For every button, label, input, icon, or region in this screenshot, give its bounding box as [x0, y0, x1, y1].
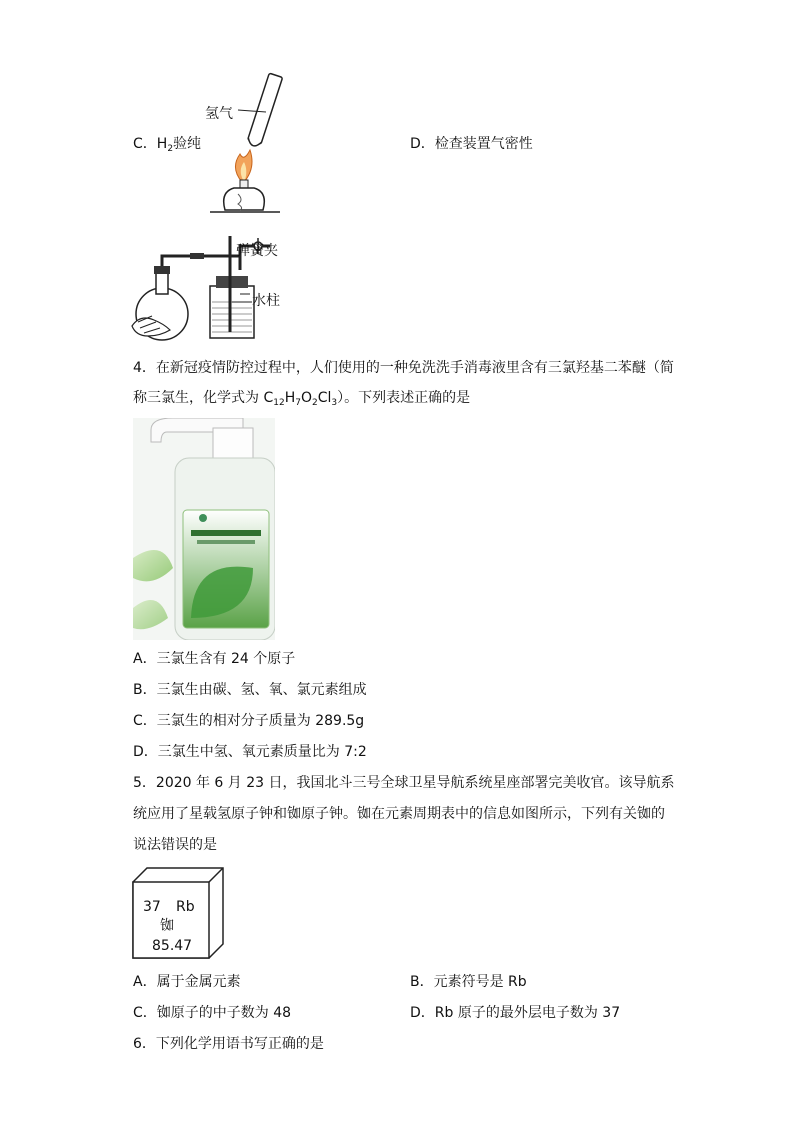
q5-option-a: A．属于金属元素	[133, 974, 241, 990]
water-column-label: 水柱	[252, 293, 280, 309]
q4-stem-line2	[133, 388, 470, 408]
formula-h: H	[284, 390, 296, 406]
q5-stem-line3: 说法错误的是	[133, 837, 217, 853]
q4-option-c: C．三氯生的相对分子质量为 289.5g	[133, 713, 365, 729]
element-symbol: Rb	[176, 899, 195, 915]
q3-option-c-text: 验纯	[173, 136, 202, 152]
element-name: 铷	[160, 918, 174, 934]
q3-option-c-sub: 2	[167, 144, 174, 154]
q5-stem-line1: 5．2020 年 6 月 23 日，我国北斗三号全球卫星导航系统星座部署完美收官。该导航系	[133, 775, 675, 791]
formula-sub-c: 12	[273, 398, 285, 408]
atomic-mass: 85.47	[152, 938, 193, 954]
formula-sub-cl: 3	[331, 398, 338, 408]
q4-option-a: A．三氯生含有 24 个原子	[133, 651, 296, 667]
q6-stem: 6．下列化学用语书写正确的是	[133, 1036, 324, 1052]
q5-option-c: C．铷原子的中子数为 48	[133, 1005, 292, 1021]
q4-option-d: D．三氯生中氢、氧元素质量比为 7:2	[133, 744, 367, 760]
q4-option-b: B．三氯生由碳、氢、氧、氯元素组成	[133, 682, 367, 698]
q3-option-d: D．检查装置气密性	[410, 136, 533, 152]
q4-stem-line1: 4．在新冠疫情防控过程中，人们使用的一种免洗洗手消毒液里含有三氯羟基二苯醚（简	[133, 360, 674, 376]
q3-option-c-letter: C．	[133, 136, 157, 152]
sanitizer-bottle-photo	[133, 418, 275, 640]
q5-option-b: B．元素符号是 Rb	[410, 974, 527, 990]
formula-o: O	[300, 390, 312, 406]
spring-clamp-label: 弹簧夹	[236, 243, 278, 259]
q5-option-d: D．Rb 原子的最外层电子数为 37	[410, 1005, 621, 1021]
hydrogen-purity-test-figure	[200, 70, 310, 220]
atomic-number: 37	[143, 899, 161, 915]
q3-option-c	[133, 134, 201, 154]
q4-stem-suffix: ）。下列表述正确的是	[337, 390, 471, 406]
q3-option-c-formula: H	[156, 136, 168, 152]
formula-sub-h: 7	[295, 398, 301, 408]
hydrogen-label: 氢气	[205, 106, 233, 122]
q5-stem-line2: 统应用了星载氢原子钟和铷原子钟。铷在元素周期表中的信息如图所示，下列有关铷的	[133, 806, 665, 822]
q4-stem-prefix: 称三氯生，化学式为 C	[133, 390, 274, 406]
formula-sub-o: 2	[311, 398, 318, 408]
formula-cl: Cl	[317, 390, 332, 406]
